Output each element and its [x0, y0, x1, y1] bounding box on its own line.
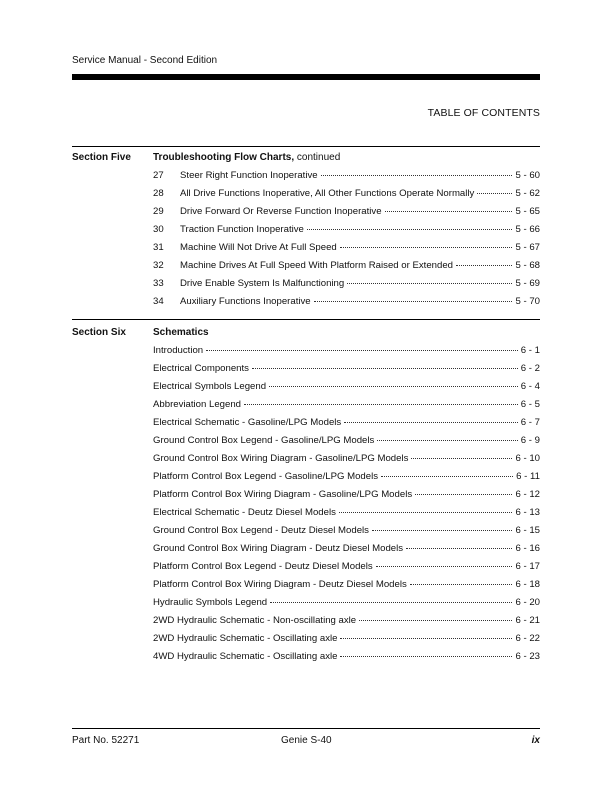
- dot-leader: [381, 475, 513, 477]
- toc-entry-title: Ground Control Box Wiring Diagram - Gasoline/LPG Models: [153, 453, 409, 464]
- document-title: Service Manual - Second Edition: [72, 55, 218, 66]
- toc-entry-number: 33: [153, 278, 164, 289]
- toc-entry-title: Electrical Schematic - Deutz Diesel Models: [153, 507, 336, 518]
- toc-entry-number: 29: [153, 206, 164, 217]
- toc-entry-title: 2WD Hydraulic Schematic - Oscillating axle: [153, 633, 338, 644]
- toc-entry-page: 6 - 10: [515, 453, 540, 464]
- product-name: Genie S-40: [281, 735, 332, 746]
- dot-leader: [307, 228, 513, 230]
- toc-entry-page: 6 - 21: [515, 615, 540, 626]
- dot-leader: [406, 547, 512, 549]
- dot-leader: [340, 655, 512, 657]
- section-six-rule: [72, 319, 540, 320]
- toc-entry[interactable]: [153, 560, 540, 574]
- toc-entry[interactable]: [153, 344, 540, 358]
- dot-leader: [269, 385, 518, 387]
- toc-entry[interactable]: [153, 596, 540, 610]
- toc-entry-page: 6 - 17: [515, 561, 540, 572]
- toc-entry-page: 5 - 60: [515, 170, 540, 181]
- toc-entry-title: 4WD Hydraulic Schematic - Oscillating axle: [153, 651, 338, 662]
- toc-entry-title: Electrical Schematic - Gasoline/LPG Models: [153, 417, 342, 428]
- toc-entry[interactable]: [153, 542, 540, 556]
- section-five-heading-text: Troubleshooting Flow Charts,: [153, 152, 295, 163]
- toc-entry[interactable]: [153, 632, 540, 646]
- dot-leader: [321, 174, 513, 176]
- section-six-heading-text: Schematics: [153, 327, 209, 338]
- toc-entry-page: 6 - 2: [520, 363, 540, 374]
- section-five-label: Section Five: [72, 152, 131, 163]
- toc-entry-title: Platform Control Box Wiring Diagram - Gasoline/LPG Models: [153, 489, 413, 500]
- toc-entry-title: Drive Forward Or Reverse Function Inoperative: [180, 206, 382, 217]
- toc-entry-page: 6 - 20: [515, 597, 540, 608]
- toc-entry[interactable]: [153, 187, 540, 201]
- dot-leader: [340, 637, 512, 639]
- toc-entry-page: 6 - 23: [515, 651, 540, 662]
- section-six-heading: [153, 327, 209, 338]
- toc-entry-title: Electrical Components: [153, 363, 249, 374]
- dot-leader: [340, 246, 513, 248]
- toc-entry-title: Machine Will Not Drive At Full Speed: [180, 242, 337, 253]
- header-rule: [72, 74, 540, 80]
- toc-entry-page: 6 - 13: [515, 507, 540, 518]
- dot-leader: [252, 367, 518, 369]
- dot-leader: [244, 403, 518, 405]
- toc-entry-title: Drive Enable System Is Malfunctioning: [180, 278, 345, 289]
- toc-entry[interactable]: [153, 205, 540, 219]
- toc-entry[interactable]: [153, 223, 540, 237]
- toc-entry-number: 27: [153, 170, 164, 181]
- toc-entry-title: Auxiliary Functions Inoperative: [180, 296, 311, 307]
- toc-entry-page: 6 - 4: [520, 381, 540, 392]
- dot-leader: [359, 619, 512, 621]
- toc-entry-page: 5 - 68: [515, 260, 540, 271]
- toc-entry-title: Hydraulic Symbols Legend: [153, 597, 268, 608]
- dot-leader: [456, 264, 512, 266]
- toc-entry[interactable]: [153, 488, 540, 502]
- toc-entry-number: 28: [153, 188, 164, 199]
- toc-entry-page: 6 - 16: [515, 543, 540, 554]
- toc-entry[interactable]: [153, 650, 540, 664]
- toc-entry[interactable]: [153, 524, 540, 538]
- toc-entry-number: 34: [153, 296, 164, 307]
- toc-entry[interactable]: [153, 470, 540, 484]
- footer-rule: [72, 728, 540, 729]
- toc-entry[interactable]: [153, 452, 540, 466]
- toc-entry[interactable]: [153, 295, 540, 309]
- toc-entry-title: Ground Control Box Legend - Deutz Diesel Models: [153, 525, 369, 536]
- toc-entry-page: 5 - 65: [515, 206, 540, 217]
- toc-entry-title: Steer Right Function Inoperative: [180, 170, 318, 181]
- toc-entry[interactable]: [153, 241, 540, 255]
- dot-leader: [347, 282, 512, 284]
- dot-leader: [385, 210, 513, 212]
- toc-entry-title: Platform Control Box Wiring Diagram - Deutz Diesel Models: [153, 579, 407, 590]
- toc-entry-page: 6 - 18: [515, 579, 540, 590]
- section-five-heading-suffix: continued: [296, 152, 341, 163]
- toc-entry-title: Platform Control Box Legend - Gasoline/LPG Models: [153, 471, 379, 482]
- toc-entry-number: 31: [153, 242, 164, 253]
- toc-entry[interactable]: [153, 362, 540, 376]
- toc-entry-page: 6 - 11: [516, 471, 540, 482]
- toc-entry-title: 2WD Hydraulic Schematic - Non-oscillating axle: [153, 615, 357, 626]
- toc-entry-page: 6 - 1: [520, 345, 540, 356]
- toc-entry[interactable]: [153, 277, 540, 291]
- toc-entry-page: 5 - 66: [515, 224, 540, 235]
- toc-entry[interactable]: [153, 398, 540, 412]
- toc-entry[interactable]: [153, 434, 540, 448]
- toc-entry-page: 6 - 12: [515, 489, 540, 500]
- part-number: Part No. 52271: [72, 735, 140, 746]
- toc-entry-number: 30: [153, 224, 164, 235]
- toc-entry[interactable]: [153, 578, 540, 592]
- toc-entry-number: 32: [153, 260, 164, 271]
- page-number: ix: [531, 735, 540, 746]
- toc-entry-page: 6 - 9: [520, 435, 540, 446]
- dot-leader: [376, 565, 513, 567]
- toc-entry[interactable]: [153, 506, 540, 520]
- toc-entry-title: Machine Drives At Full Speed With Platform Raised or Extended: [180, 260, 454, 271]
- toc-entry-page: 6 - 5: [520, 399, 540, 410]
- dot-leader: [339, 511, 513, 513]
- toc-entry-title: Platform Control Box Legend - Deutz Diesel Models: [153, 561, 373, 572]
- section-six-label: Section Six: [72, 327, 126, 338]
- toc-entry-page: 6 - 15: [515, 525, 540, 536]
- toc-heading: TABLE OF CONTENTS: [427, 107, 540, 119]
- toc-entry-page: 5 - 69: [515, 278, 540, 289]
- dot-leader: [477, 192, 512, 194]
- dot-leader: [410, 583, 513, 585]
- dot-leader: [377, 439, 517, 441]
- dot-leader: [270, 601, 512, 603]
- toc-entry-title: Ground Control Box Wiring Diagram - Deutz Diesel Models: [153, 543, 404, 554]
- toc-entry-title: Abbreviation Legend: [153, 399, 242, 410]
- toc-entry[interactable]: [153, 380, 540, 394]
- dot-leader: [411, 457, 512, 459]
- dot-leader: [314, 300, 513, 302]
- toc-entry[interactable]: [153, 614, 540, 628]
- toc-entry-page: 5 - 62: [515, 188, 540, 199]
- dot-leader: [415, 493, 512, 495]
- toc-entry-page: 6 - 22: [515, 633, 540, 644]
- toc-entry[interactable]: [153, 259, 540, 273]
- toc-entry-page: 6 - 7: [520, 417, 540, 428]
- section-five-heading: [153, 152, 340, 163]
- toc-entry-page: 5 - 70: [515, 296, 540, 307]
- dot-leader: [206, 349, 518, 351]
- toc-entry[interactable]: [153, 169, 540, 183]
- toc-entry-page: 5 - 67: [515, 242, 540, 253]
- toc-entry[interactable]: [153, 416, 540, 430]
- dot-leader: [344, 421, 518, 423]
- toc-entry-title: All Drive Functions Inoperative, All Other Functions Operate Normally: [180, 188, 475, 199]
- section-five-rule: [72, 146, 540, 147]
- toc-entry-title: Ground Control Box Legend - Gasoline/LPG Models: [153, 435, 375, 446]
- toc-entry-title: Electrical Symbols Legend: [153, 381, 267, 392]
- toc-entry-title: Traction Function Inoperative: [180, 224, 304, 235]
- dot-leader: [372, 529, 512, 531]
- toc-entry-title: Introduction: [153, 345, 204, 356]
